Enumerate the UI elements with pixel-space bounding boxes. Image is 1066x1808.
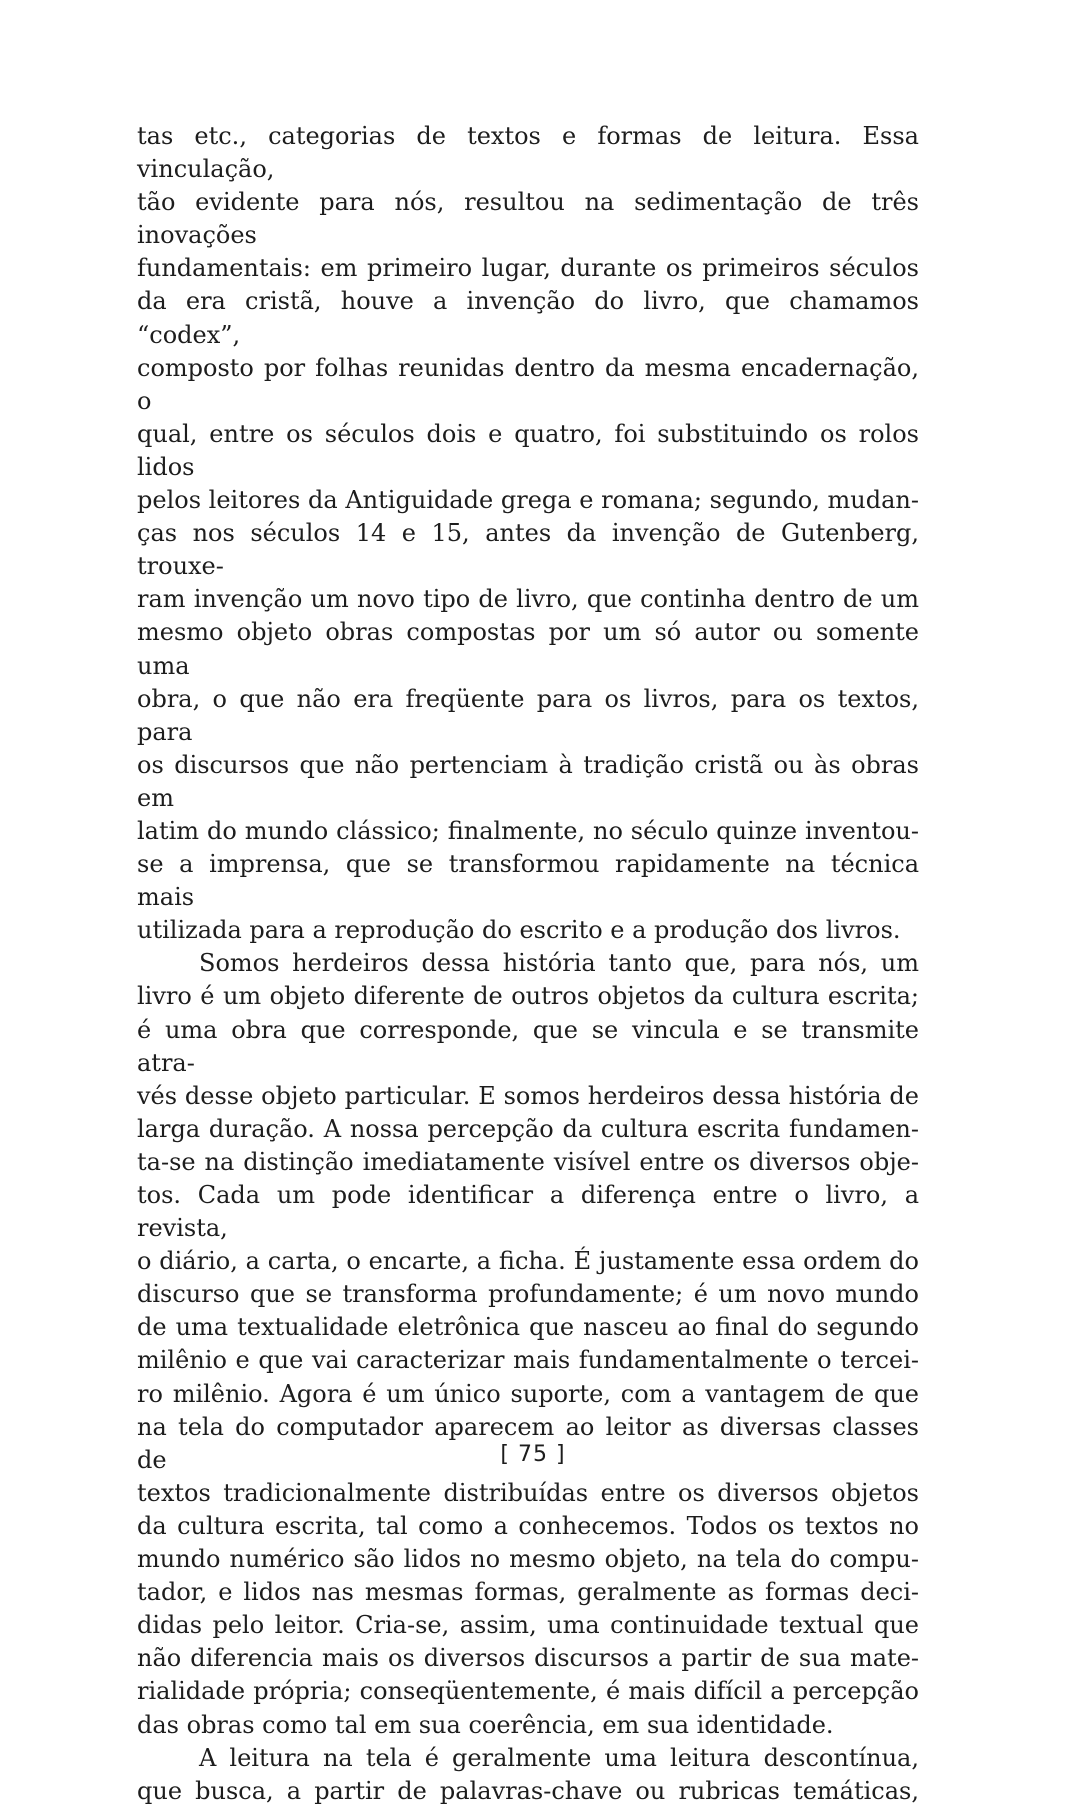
text-line: livro é um objeto diferente de outros objetos da cultura escrita; bbox=[137, 982, 919, 1011]
text-line: rialidade própria; conseqüentemente, é mais difícil a percepção bbox=[137, 1677, 919, 1706]
text-line: da cultura escrita, tal como a conhecemos. Todos os textos no bbox=[137, 1511, 919, 1540]
text-line: fundamentais: em primeiro lugar, durante os primeiros séculos bbox=[137, 254, 919, 283]
paragraph bbox=[137, 947, 919, 1741]
text-line: é uma obra que corresponde, que se vincula e se transmite atra- bbox=[137, 1015, 919, 1077]
text-line: obra, o que não era freqüente para os livros, para os textos, para bbox=[137, 684, 919, 746]
text-line: tas etc., categorias de textos e formas de leitura. Essa vinculação, bbox=[137, 122, 919, 184]
paragraph bbox=[137, 120, 919, 947]
text-line: os discursos que não pertenciam à tradição cristã ou às obras em bbox=[137, 750, 919, 812]
text-line: qual, entre os séculos dois e quatro, foi substituindo os rolos lidos bbox=[137, 419, 919, 481]
text-line: A leitura na tela é geralmente uma leitura descontínua, bbox=[199, 1743, 919, 1772]
text-line: da era cristã, houve a invenção do livro, que chamamos “codex”, bbox=[137, 287, 919, 349]
text-line: se a imprensa, que se transformou rapidamente na técnica mais bbox=[137, 850, 919, 912]
text-line: Somos herdeiros dessa história tanto que, para nós, um bbox=[199, 949, 919, 978]
text-line: vés desse objeto particular. E somos herdeiros dessa história de bbox=[137, 1081, 919, 1110]
text-line: ro milênio. Agora é um único suporte, com a vantagem de que bbox=[137, 1379, 919, 1408]
text-line: tos. Cada um pode identificar a diferença entre o livro, a revista, bbox=[137, 1181, 919, 1243]
text-line: utilizada para a reprodução do escrito e a produção dos livros. bbox=[137, 916, 901, 945]
text-line: discurso que se transforma profundamente; é um novo mundo bbox=[137, 1280, 919, 1309]
text-line: pelos leitores da Antiguidade grega e romana; segundo, mudan- bbox=[137, 486, 919, 515]
text-line: composto por folhas reunidas dentro da mesma encadernação, o bbox=[137, 353, 919, 415]
text-line: tão evidente para nós, resultou na sedimentação de três inovações bbox=[137, 188, 919, 250]
text-line: não diferencia mais os diversos discursos a partir de sua mate- bbox=[137, 1644, 919, 1673]
text-line: tador, e lidos nas mesmas formas, geralmente as formas deci- bbox=[137, 1578, 919, 1607]
paragraph bbox=[137, 1742, 919, 1808]
text-line: o diário, a carta, o encarte, a ficha. É justamente essa ordem do bbox=[137, 1247, 919, 1276]
text-line: de uma textualidade eletrônica que nasceu ao final do segundo bbox=[137, 1313, 919, 1342]
text-line: latim do mundo clássico; finalmente, no século quinze inventou- bbox=[137, 816, 919, 845]
text-line: ças nos séculos 14 e 15, antes da invenção de Gutenberg, trouxe- bbox=[137, 519, 919, 581]
text-line: textos tradicionalmente distribuídas entre os diversos objetos bbox=[137, 1478, 919, 1507]
text-line: mundo numérico são lidos no mesmo objeto, na tela do compu- bbox=[137, 1545, 919, 1574]
text-line: larga duração. A nossa percepção da cultura escrita fundamen- bbox=[137, 1114, 919, 1143]
text-line: milênio e que vai caracterizar mais fundamentalmente o tercei- bbox=[137, 1346, 919, 1375]
text-line: ta-se na distinção imediatamente visível entre os diversos obje- bbox=[137, 1147, 919, 1176]
body-text bbox=[137, 120, 919, 1808]
text-line: mesmo objeto obras compostas por um só autor ou somente uma bbox=[137, 618, 919, 680]
text-line: na tela do computador aparecem ao leitor as diversas classes de bbox=[137, 1412, 919, 1474]
page-number: [ 75 ] bbox=[500, 1442, 566, 1467]
text-line: didas pelo leitor. Cria-se, assim, uma continuidade textual que bbox=[137, 1611, 919, 1640]
text-line: das obras como tal em sua coerência, em sua identidade. bbox=[137, 1710, 834, 1739]
text-line: ram invenção um novo tipo de livro, que continha dentro de um bbox=[137, 585, 919, 614]
text-line: que busca, a partir de palavras-chave ou rubricas temáticas, bbox=[137, 1776, 919, 1805]
